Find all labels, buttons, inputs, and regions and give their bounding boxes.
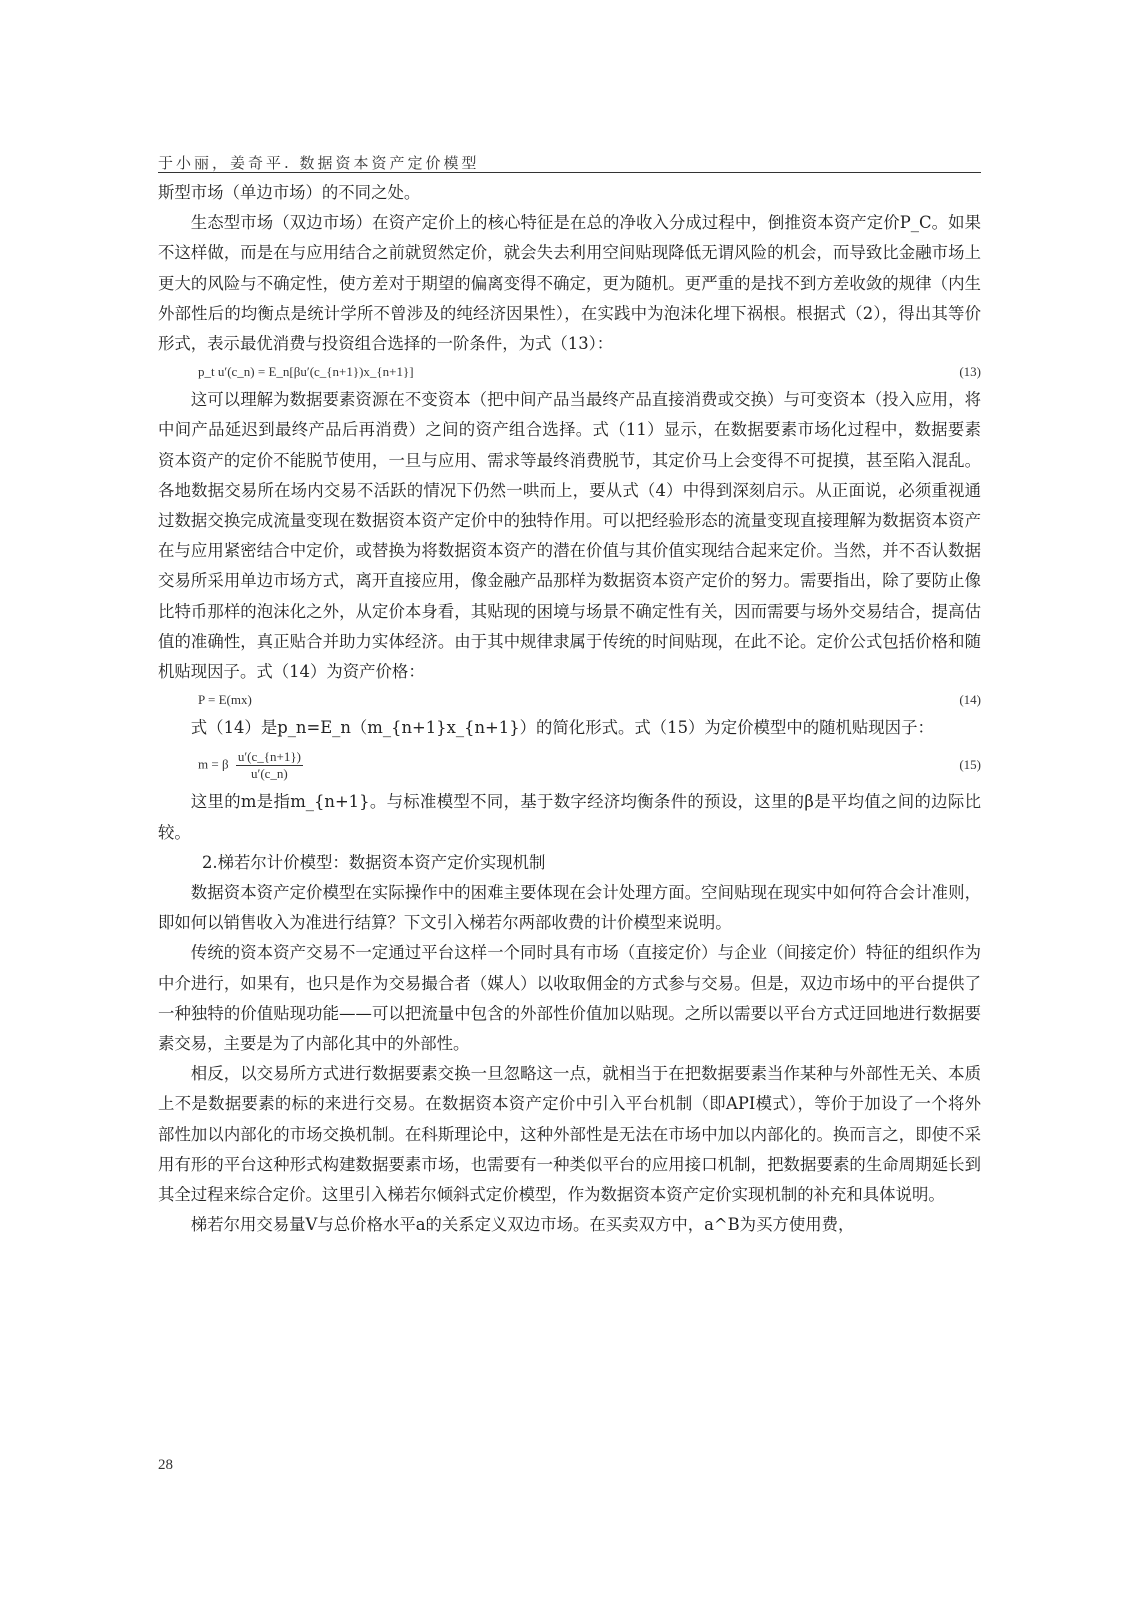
paragraph-text: 生态型市场（双边市场）在资产定价上的核心特征是在总的净收入分成过程中，倒推资本资产定价P_C。如果不这样做，而是在与应用结合之前就贸然定价，就会失去利用空间贴现降低无谓风险的机会，而导致比金融市场上更大的风险与不确定性，使方差对于期望的偏离变得不确定，更为随机。更严重的是找不到方差收敛的规律（内生外部性后的均衡点是统计学所不曾涉及的纯经济因果性），在实践中为泡沫化埋下祸根。根据式（2），得出其等价形式，表示最优消费与投资组合选择的一阶条件，为式（13）： bbox=[158, 213, 981, 354]
section-heading-text: 2.梯若尔计价模型：数据资本资产定价实现机制 bbox=[202, 852, 546, 872]
header-rule bbox=[158, 172, 981, 173]
section-heading bbox=[158, 848, 981, 878]
paragraph bbox=[158, 713, 981, 743]
paragraph-text: 梯若尔用交易量V与总价格水平a的关系定义双边市场。在买卖双方中，a^B为买方使用费， bbox=[190, 1215, 855, 1235]
equation-14 bbox=[158, 687, 981, 713]
equation-number: (15) bbox=[959, 757, 981, 773]
paragraph-text: 这里的m是指m_{n+1}。与标准模型不同，基于数字经济均衡条件的预设，这里的β是平均值之间的边际比较。 bbox=[158, 792, 981, 842]
paragraph bbox=[158, 787, 981, 847]
paragraph bbox=[158, 208, 981, 359]
equation-number: (13) bbox=[959, 364, 981, 380]
equation-number: (14) bbox=[959, 692, 981, 708]
equation-body bbox=[198, 749, 303, 782]
paragraph-text: 这可以理解为数据要素资源在不变资本（把中间产品当最终产品直接消费或交换）与可变资本（投入应用，将中间产品延迟到最终产品后再消费）之间的资产组合选择。式（11）显示，在数据要素市场化过程中，数据要素资本资产的定价不能脱节使用，一旦与应用、需求等最终消费脱节，其定价马上会变得不可捉摸，甚至陷入混乱。各地数据交易所在场内交易不活跃的情况下仍然一哄而上，要从式（4）中得到深刻启示。从正面说，必须重视通过数据交换完成流量变现在数据资本资产定价中的独特作用。可以把经验形态的流量变现直接理解为数据资本资产在与应用紧密结合中定价，或替换为将数据资本资产的潜在价值与其价值实现结合起来定价。当然，并不否认数据交易所采用单边市场方式，离开直接应用，像金融产品那样为数据资本资产定价的努力。需要指出，除了要防止像比特币那样的泡沫化之外，从定价本身看，其贴现的困境与场景不确定性有关，因而需要与场外交易结合，提高估值的准确性，真正贴合并助力实体经济。由于其中规律隶属于传统的时间贴现，在此不论。定价公式包括价格和随机贴现因子。式（14）为资产价格： bbox=[158, 390, 981, 682]
paragraph bbox=[158, 178, 981, 208]
paragraph bbox=[158, 1059, 981, 1210]
fraction-numerator: u′(c_{n+1}) bbox=[237, 748, 301, 764]
equation-13 bbox=[158, 359, 981, 385]
paragraph bbox=[158, 385, 981, 687]
paragraph bbox=[158, 938, 981, 1059]
equation-body: P = E(mx) bbox=[198, 692, 252, 708]
paragraph-text: 传统的资本资产交易不一定通过平台这样一个同时具有市场（直接定价）与企业（间接定价）特征的组织作为中介进行，如果有，也只是作为交易撮合者（媒人）以收取佣金的方式参与交易。但是，双边市场中的平台提供了一种独特的价值贴现功能——可以把流量中包含的外部性价值加以贴现。之所以需要以平台方式迂回地进行数据要素交易，主要是为了内部化其中的外部性。 bbox=[158, 943, 981, 1054]
paragraph bbox=[158, 1210, 981, 1240]
paragraph-text: 数据资本资产定价模型在实际操作中的困难主要体现在会计处理方面。空间贴现在现实中如何符合会计准则，即如何以销售收入为准进行结算？下文引入梯若尔两部收费的计价模型来说明。 bbox=[158, 883, 981, 933]
fraction-denominator: u′(c_n) bbox=[250, 765, 288, 781]
page-body bbox=[158, 178, 981, 1241]
running-header: 于小丽，姜奇平. 数据资本资产定价模型 bbox=[158, 154, 480, 172]
equation-15 bbox=[158, 743, 981, 787]
page-number: 28 bbox=[158, 1457, 173, 1473]
paragraph-text: 斯型市场（单边市场）的不同之处。 bbox=[158, 183, 421, 202]
paragraph bbox=[158, 878, 981, 938]
paragraph-text: 相反，以交易所方式进行数据要素交换一旦忽略这一点，就相当于在把数据要素当作某种与外部性无关、本质上不是数据要素的标的来进行交易。在数据资本资产定价中引入平台机制（即API模式），等价于加设了一个将外部性加以内部化的市场交换机制。在科斯理论中，这种外部性是无法在市场中加以内部化的。换而言之，即使不采用有形的平台这种形式构建数据要素市场，也需要有一种类似平台的应用接口机制，把数据要素的生命周期延长到其全过程来综合定价。这里引入梯若尔倾斜式定价模型，作为数据资本资产定价实现机制的补充和具体说明。 bbox=[158, 1064, 981, 1205]
paragraph-text: 式（14）是p_n=E_n（m_{n+1}x_{n+1}）的简化形式。式（15）为定价模型中的随机贴现因子： bbox=[190, 718, 934, 738]
equation-body: p_t u′(c_n) = E_n[βu′(c_{n+1})x_{n+1}] bbox=[198, 364, 414, 380]
equation-lhs: m = β bbox=[198, 756, 229, 772]
fraction bbox=[236, 749, 303, 782]
